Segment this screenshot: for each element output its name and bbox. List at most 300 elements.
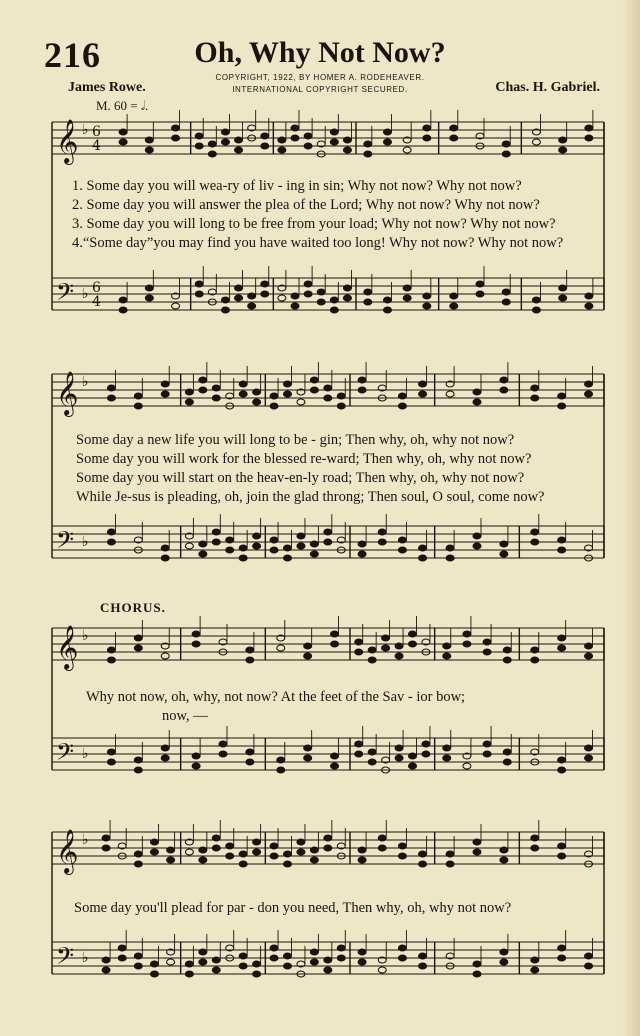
note-head <box>278 137 286 143</box>
note-head <box>343 147 351 153</box>
note-head <box>585 963 593 969</box>
note-head <box>118 945 126 951</box>
note-head <box>450 125 458 131</box>
note-head <box>107 539 115 545</box>
lyric-line-verse-2: 2. Some day you will answer the plea of the Lord; Why not now? Why not now? <box>72 197 540 213</box>
note-head <box>558 393 566 399</box>
note-head <box>150 839 158 845</box>
note-head <box>219 741 227 747</box>
note-head <box>419 851 427 857</box>
bass-clef-icon: 𝄢 <box>56 526 75 559</box>
note-head <box>531 835 539 841</box>
note-head <box>226 843 234 849</box>
note-head <box>337 393 345 399</box>
note-head <box>463 641 471 647</box>
note-head <box>358 551 366 557</box>
flat-icon: ♭ <box>82 286 89 302</box>
note-head <box>195 143 203 149</box>
note-head <box>239 851 247 857</box>
note-head <box>212 529 220 535</box>
note-head <box>212 539 220 545</box>
note-head <box>192 631 200 637</box>
note-head <box>134 645 142 651</box>
note-head <box>261 133 269 139</box>
note-head <box>368 657 376 663</box>
note-head <box>212 845 220 851</box>
note-head <box>297 839 305 845</box>
note-head <box>310 959 318 965</box>
note-head <box>277 757 285 763</box>
note-head <box>324 539 332 545</box>
note-head <box>221 307 229 313</box>
note-head <box>446 545 454 551</box>
note-head <box>585 381 593 387</box>
note-head <box>443 653 451 659</box>
note-head <box>422 751 430 757</box>
note-head <box>395 643 403 649</box>
note-head <box>195 281 203 287</box>
note-head <box>304 133 312 139</box>
note-head <box>473 849 481 855</box>
note-head <box>192 753 200 759</box>
note-head <box>409 641 417 647</box>
note-head <box>558 955 566 961</box>
note-head <box>446 555 454 561</box>
note-head <box>378 967 386 973</box>
note-head <box>503 647 511 653</box>
note-head <box>199 377 207 383</box>
flat-icon: ♭ <box>82 374 89 390</box>
note-head <box>310 387 318 393</box>
note-head <box>291 303 299 309</box>
note-head <box>145 147 153 153</box>
note-head <box>185 849 193 855</box>
note-head <box>398 945 406 951</box>
note-head <box>450 303 458 309</box>
note-head <box>585 293 593 299</box>
note-head <box>358 857 366 863</box>
lyric-line-verse-1-b: Some day a new life you will long to be - gin; Then why, oh, why not now? <box>76 432 515 448</box>
note-head <box>382 635 390 641</box>
note-head <box>330 307 338 313</box>
lyricist: James Rowe. <box>68 80 146 95</box>
note-head <box>192 641 200 647</box>
note-head <box>291 293 299 299</box>
note-head <box>502 299 510 305</box>
note-head <box>473 961 481 967</box>
note-head <box>185 543 193 549</box>
note-head <box>531 957 539 963</box>
note-head <box>161 381 169 387</box>
note-head <box>199 541 207 547</box>
flat-icon: ♭ <box>82 534 89 550</box>
note-head <box>423 135 431 141</box>
note-head <box>239 555 247 561</box>
note-head <box>324 529 332 535</box>
note-head <box>403 147 411 153</box>
note-head <box>476 281 484 287</box>
bass-clef-icon: 𝄢 <box>56 278 75 311</box>
note-head <box>463 631 471 637</box>
note-head <box>253 543 261 549</box>
note-head <box>398 547 406 553</box>
note-head <box>531 657 539 663</box>
note-head <box>331 631 339 637</box>
note-head <box>297 543 305 549</box>
flat-icon: ♭ <box>82 122 89 138</box>
lyric-line-verse-1: 1. Some day you will wea-ry of liv - ing in sin; Why not now? Why not now? <box>72 178 522 194</box>
note-head <box>161 545 169 551</box>
note-head <box>304 745 312 751</box>
note-head <box>473 971 481 977</box>
note-head <box>419 861 427 867</box>
note-head <box>261 291 269 297</box>
chorus-lyric-line: Why not now, oh, why, not now? At the feet of the Sav - ior bow; <box>86 689 466 705</box>
note-head <box>167 959 175 965</box>
note-head <box>284 381 292 387</box>
note-head <box>503 759 511 765</box>
note-head <box>246 657 254 663</box>
note-head <box>585 755 593 761</box>
note-head <box>585 391 593 397</box>
note-head <box>503 749 511 755</box>
note-head <box>221 297 229 303</box>
note-head <box>134 851 142 857</box>
note-head <box>107 749 115 755</box>
note-head <box>384 307 392 313</box>
note-head <box>585 745 593 751</box>
note-head <box>337 403 345 409</box>
note-head <box>559 295 567 301</box>
note-head <box>150 961 158 967</box>
note-head <box>531 647 539 653</box>
note-head <box>270 403 278 409</box>
note-head <box>239 545 247 551</box>
note-head <box>355 741 363 747</box>
note-head <box>500 377 508 383</box>
note-head <box>310 541 318 547</box>
note-head <box>558 635 566 641</box>
note-head <box>270 945 278 951</box>
note-head <box>291 125 299 131</box>
note-head <box>337 955 345 961</box>
note-head <box>409 763 417 769</box>
note-head <box>161 745 169 751</box>
note-head <box>585 953 593 959</box>
note-head <box>167 847 175 853</box>
note-head <box>558 537 566 543</box>
note-head <box>500 551 508 557</box>
note-head <box>559 137 567 143</box>
note-head <box>239 963 247 969</box>
note-head <box>382 645 390 651</box>
note-head <box>500 959 508 965</box>
note-head <box>558 645 566 651</box>
note-head <box>277 767 285 773</box>
note-head <box>531 967 539 973</box>
note-head <box>502 151 510 157</box>
flat-icon: ♭ <box>82 746 89 762</box>
note-head <box>199 387 207 393</box>
note-head <box>102 835 110 841</box>
note-head <box>185 971 193 977</box>
note-head <box>310 857 318 863</box>
note-head <box>558 403 566 409</box>
time-signature: 4 <box>92 294 101 310</box>
note-head <box>443 745 451 751</box>
note-head <box>324 967 332 973</box>
note-head <box>532 297 540 303</box>
note-head <box>422 741 430 747</box>
note-head <box>317 299 325 305</box>
note-head <box>403 285 411 291</box>
note-head <box>446 391 454 397</box>
note-head <box>531 539 539 545</box>
note-head <box>102 845 110 851</box>
copyright-line: INTERNATIONAL COPYRIGHT SECURED. <box>232 85 408 94</box>
note-head <box>368 749 376 755</box>
note-head <box>450 135 458 141</box>
note-head <box>500 847 508 853</box>
note-head <box>199 551 207 557</box>
note-head <box>185 961 193 967</box>
chorus-label: CHORUS. <box>100 600 166 615</box>
note-head <box>558 547 566 553</box>
composer: Chas. H. Gabriel. <box>495 80 600 95</box>
note-head <box>291 135 299 141</box>
note-head <box>284 555 292 561</box>
note-head <box>532 139 540 145</box>
note-head <box>150 849 158 855</box>
note-head <box>532 307 540 313</box>
note-head <box>531 845 539 851</box>
note-head <box>226 537 234 543</box>
note-head <box>409 631 417 637</box>
note-head <box>161 391 169 397</box>
note-head <box>463 763 471 769</box>
note-head <box>473 389 481 395</box>
note-head <box>119 297 127 303</box>
note-head <box>559 285 567 291</box>
note-head <box>172 125 180 131</box>
note-head <box>192 763 200 769</box>
note-head <box>195 133 203 139</box>
note-head <box>145 285 153 291</box>
note-head <box>446 851 454 857</box>
note-head <box>403 295 411 301</box>
note-head <box>208 141 216 147</box>
note-head <box>134 393 142 399</box>
time-signature: 6 <box>92 280 101 296</box>
hymn-title: Oh, Why Not Now? <box>194 36 446 69</box>
note-head <box>270 537 278 543</box>
note-head <box>226 547 234 553</box>
copyright-line: COPYRIGHT, 1922, BY HOMER A. RODEHEAVER. <box>215 73 425 82</box>
treble-clef-icon: 𝄞 <box>56 371 79 415</box>
note-head <box>483 741 491 747</box>
note-head <box>261 281 269 287</box>
note-head <box>172 135 180 141</box>
flat-icon: ♭ <box>82 628 89 644</box>
note-head <box>330 139 338 145</box>
note-head <box>483 649 491 655</box>
lyric-line-verse-2-b: Some day you will work for the blessed re-ward; Then why, oh, why not now? <box>76 451 532 467</box>
note-head <box>277 645 285 651</box>
note-head <box>324 385 332 391</box>
note-head <box>331 753 339 759</box>
note-head <box>419 963 427 969</box>
note-head <box>500 857 508 863</box>
note-head <box>473 839 481 845</box>
note-head <box>221 139 229 145</box>
note-head <box>503 657 511 663</box>
bass-clef-icon: 𝄢 <box>56 942 75 975</box>
treble-clef-icon: 𝄞 <box>56 625 79 669</box>
note-head <box>585 653 593 659</box>
flat-icon: ♭ <box>82 832 89 848</box>
note-head <box>297 399 305 405</box>
note-head <box>226 853 234 859</box>
note-head <box>368 759 376 765</box>
note-head <box>384 297 392 303</box>
note-head <box>235 137 243 143</box>
note-head <box>355 751 363 757</box>
note-head <box>253 839 261 845</box>
note-head <box>502 141 510 147</box>
note-head <box>248 293 256 299</box>
note-head <box>221 129 229 135</box>
note-head <box>102 967 110 973</box>
note-head <box>473 543 481 549</box>
note-head <box>284 953 292 959</box>
note-head <box>239 391 247 397</box>
note-head <box>317 289 325 295</box>
note-head <box>212 395 220 401</box>
note-head <box>358 377 366 383</box>
note-head <box>368 647 376 653</box>
chorus-echo-line: now, — <box>162 708 208 724</box>
note-head <box>253 961 261 967</box>
time-signature: 6 <box>92 124 101 140</box>
note-head <box>423 303 431 309</box>
note-head <box>278 147 286 153</box>
lyric-line-verse-4-b: While Je-sus is pleading, oh, join the glad throng; Then soul, O soul, come now? <box>76 489 545 505</box>
note-head <box>355 649 363 655</box>
hymn-number: 216 <box>44 35 101 75</box>
note-head <box>310 377 318 383</box>
note-head <box>284 851 292 857</box>
note-head <box>246 647 254 653</box>
note-head <box>270 853 278 859</box>
note-head <box>500 949 508 955</box>
tempo-marking: M. 60 = 𝅗𝅥. <box>96 98 149 113</box>
note-head <box>558 767 566 773</box>
note-head <box>284 391 292 397</box>
note-head <box>253 399 261 405</box>
note-head <box>558 757 566 763</box>
note-head <box>107 529 115 535</box>
note-head <box>297 849 305 855</box>
note-head <box>337 945 345 951</box>
note-head <box>558 945 566 951</box>
note-head <box>284 861 292 867</box>
note-head <box>364 151 372 157</box>
note-head <box>364 289 372 295</box>
note-head <box>409 753 417 759</box>
note-head <box>395 755 403 761</box>
note-head <box>235 295 243 301</box>
note-head <box>398 537 406 543</box>
note-head <box>500 387 508 393</box>
note-head <box>134 757 142 763</box>
note-head <box>483 639 491 645</box>
note-head <box>219 751 227 757</box>
note-head <box>310 847 318 853</box>
note-head <box>423 125 431 131</box>
note-head <box>330 129 338 135</box>
note-head <box>398 955 406 961</box>
flat-icon: ♭ <box>82 950 89 966</box>
note-head <box>119 307 127 313</box>
note-head <box>531 385 539 391</box>
note-head <box>102 957 110 963</box>
note-head <box>343 295 351 301</box>
note-head <box>239 381 247 387</box>
time-signature: 4 <box>92 138 101 154</box>
note-head <box>297 533 305 539</box>
note-head <box>212 835 220 841</box>
note-head <box>483 751 491 757</box>
note-head <box>270 843 278 849</box>
note-head <box>246 749 254 755</box>
note-head <box>246 759 254 765</box>
note-head <box>119 129 127 135</box>
note-head <box>324 835 332 841</box>
note-head <box>384 139 392 145</box>
page-edge-shadow <box>622 0 640 1036</box>
note-head <box>473 399 481 405</box>
note-head <box>324 395 332 401</box>
note-head <box>358 959 366 965</box>
note-head <box>398 403 406 409</box>
note-head <box>330 297 338 303</box>
note-head <box>304 755 312 761</box>
note-head <box>145 137 153 143</box>
note-head <box>107 647 115 653</box>
note-head <box>398 393 406 399</box>
note-head <box>558 853 566 859</box>
note-head <box>446 861 454 867</box>
treble-clef-icon: 𝄞 <box>56 119 79 163</box>
note-head <box>261 143 269 149</box>
note-head <box>423 293 431 299</box>
note-head <box>384 129 392 135</box>
note-head <box>161 555 169 561</box>
note-head <box>304 643 312 649</box>
note-head <box>502 289 510 295</box>
note-head <box>473 533 481 539</box>
lyric-line-verse-3: 3. Some day you will long to be free from your load; Why not now? Why not now? <box>72 216 556 232</box>
note-head <box>119 139 127 145</box>
note-head <box>585 643 593 649</box>
note-head <box>443 755 451 761</box>
note-head <box>358 847 366 853</box>
note-head <box>419 555 427 561</box>
note-head <box>585 125 593 131</box>
note-head <box>212 385 220 391</box>
note-head <box>304 653 312 659</box>
note-head <box>284 545 292 551</box>
